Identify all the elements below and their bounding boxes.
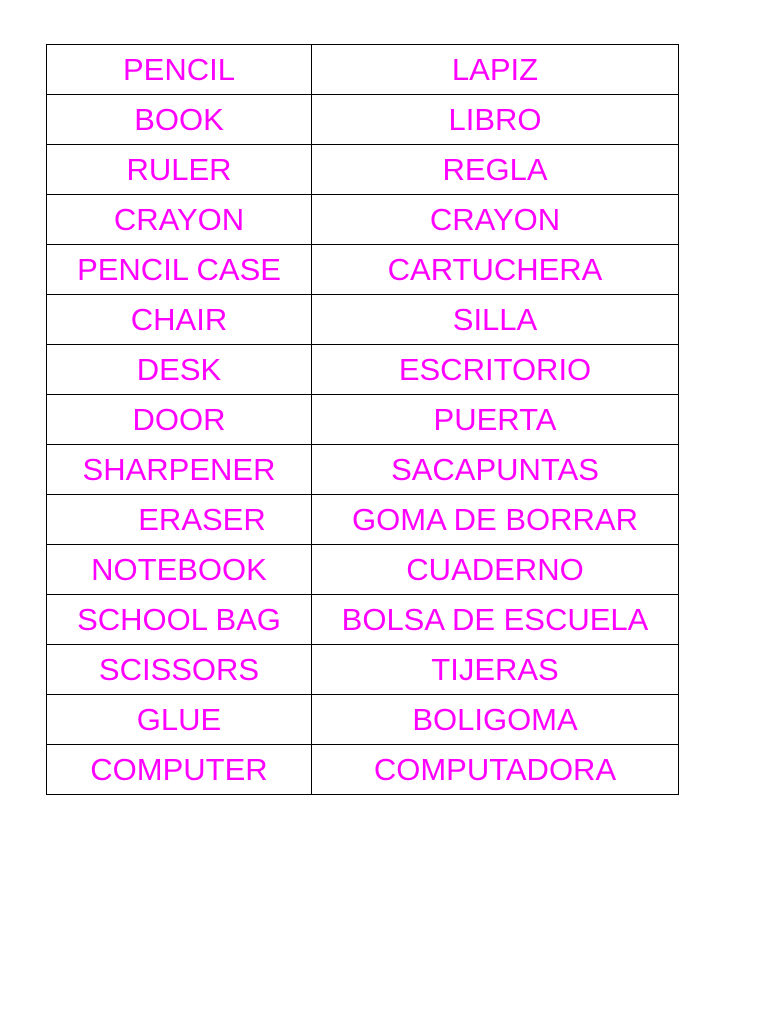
english-word-cell: SCISSORS: [47, 645, 312, 695]
table-row: [47, 645, 679, 695]
spanish-word-cell: CUADERNO: [312, 545, 679, 595]
english-word-cell: PENCIL CASE: [47, 245, 312, 295]
english-word-cell: SCHOOL BAG: [47, 595, 312, 645]
english-word-cell: DOOR: [47, 395, 312, 445]
table-row: [47, 545, 679, 595]
spanish-word-cell: ESCRITORIO: [312, 345, 679, 395]
table-row: [47, 345, 679, 395]
english-word-cell: DESK: [47, 345, 312, 395]
table-row: [47, 145, 679, 195]
english-word-cell: COMPUTER: [47, 745, 312, 795]
spanish-word-cell: PUERTA: [312, 395, 679, 445]
english-word-cell: NOTEBOOK: [47, 545, 312, 595]
vocabulary-table-body: [47, 45, 679, 795]
spanish-word-cell: BOLSA DE ESCUELA: [312, 595, 679, 645]
table-row: [47, 195, 679, 245]
table-row: [47, 45, 679, 95]
spanish-word-cell: REGLA: [312, 145, 679, 195]
spanish-word-cell: CRAYON: [312, 195, 679, 245]
table-row: [47, 445, 679, 495]
english-word-cell: CHAIR: [47, 295, 312, 345]
english-word-cell: ERASER: [47, 495, 312, 545]
table-row: [47, 295, 679, 345]
spanish-word-cell: SILLA: [312, 295, 679, 345]
table-row: [47, 95, 679, 145]
spanish-word-cell: BOLIGOMA: [312, 695, 679, 745]
table-row: [47, 245, 679, 295]
english-word-cell: RULER: [47, 145, 312, 195]
table-row: [47, 745, 679, 795]
spanish-word-cell: CARTUCHERA: [312, 245, 679, 295]
english-word-cell: SHARPENER: [47, 445, 312, 495]
spanish-word-cell: LIBRO: [312, 95, 679, 145]
table-row: [47, 695, 679, 745]
english-word-cell: CRAYON: [47, 195, 312, 245]
english-word-cell: PENCIL: [47, 45, 312, 95]
spanish-word-cell: GOMA DE BORRAR: [312, 495, 679, 545]
vocabulary-table: [46, 44, 679, 795]
spanish-word-cell: LAPIZ: [312, 45, 679, 95]
english-word-cell: GLUE: [47, 695, 312, 745]
table-row: [47, 595, 679, 645]
spanish-word-cell: COMPUTADORA: [312, 745, 679, 795]
table-row: [47, 395, 679, 445]
english-word-cell: BOOK: [47, 95, 312, 145]
table-row: [47, 495, 679, 545]
spanish-word-cell: SACAPUNTAS: [312, 445, 679, 495]
spanish-word-cell: TIJERAS: [312, 645, 679, 695]
